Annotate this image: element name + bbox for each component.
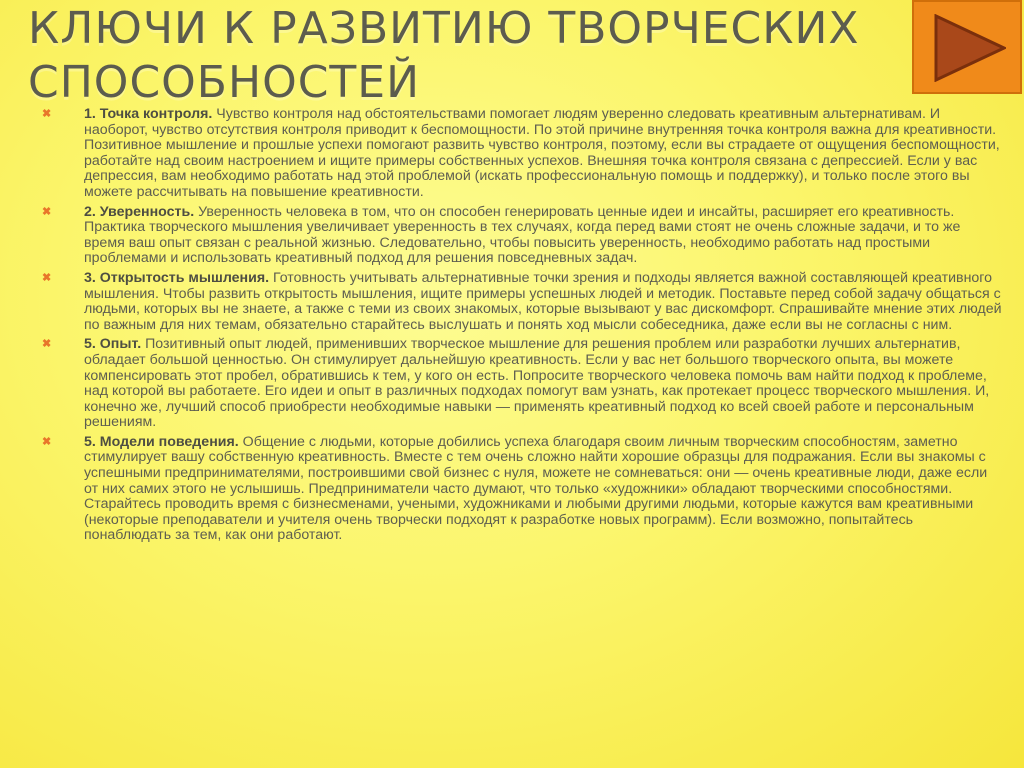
bullet-x-icon: ✖ <box>42 338 52 351</box>
item-heading: 2. Уверенность. <box>84 203 195 220</box>
bullet-x-icon: ✖ <box>42 271 52 284</box>
item-heading: 1. Точка контроля. <box>84 106 213 122</box>
bullet-list <box>42 107 1002 548</box>
next-slide-button[interactable] <box>912 0 1022 94</box>
play-arrow-icon <box>934 14 1006 82</box>
list-item <box>42 107 1002 201</box>
item-heading: 5. Модели поведения. <box>84 433 239 450</box>
bullet-x-icon: ✖ <box>42 435 52 448</box>
slide-title-line2: СПОСОБНОСТЕЙ <box>28 57 421 108</box>
list-item <box>42 337 1002 431</box>
slide-title-line1: КЛЮЧИ К РАЗВИТИЮ ТВОРЧЕСКИХ <box>28 3 860 54</box>
bullet-x-icon: ✖ <box>42 205 52 218</box>
item-text: Общение с людьми, которые добились успеха благодаря своим личным творческим способностям, заметно стимулирует вашу собственную креативность. Вместе с тем очень сложно найти хорошие образцы для подражания. Если вы знакомы с успешными предпринимателями, построившими свой бизнес с нуля, можете не сомневаться: они — очень креативные люди, даже если от них самих этого не услышишь. Предприниматели часто думают, что только «художники» обладают творческими способностями. Старайтесь проводить время с бизнесменами, учеными, художниками и любыми другими людьми, которые кажутся вам креативными (некоторые преподаватели и учителя очень творчески подходят к разработке новых программ). Если возможно, попытайтесь понаблюдать за тем, как они работают. <box>84 433 988 544</box>
slide-title <box>28 2 888 110</box>
list-item <box>42 271 1002 333</box>
list-item <box>42 435 1002 544</box>
item-text: Уверенность человека в том, что он способен генерировать ценные идеи и инсайты, расширяет его креативность. Практика творческого мышления увеличивает уверенность в тех случаях, когда перед вами стоят не очень сложные задачи, и то же время ваш опыт связан с реальной жизнью. Следовательно, чтобы повысить уверенность, необходимо работать над простыми проблемами и использовать креативный подход для решения повседневных задач. <box>84 203 961 267</box>
list-item <box>42 205 1002 267</box>
item-heading: 3. Открытость мышления. <box>84 269 270 286</box>
item-text: Чувство контроля над обстоятельствами помогает людям уверенно следовать креативным альтернативам. И наоборот, чувство отсутствия контроля приводит к беспомощности. По этой причине внутренняя точка контроля важна для креативности. Позитивное мышление и прошлые успехи помогают развить чувство контроля, поэтому, если вы страдаете от ощущения беспомощности, работайте над своим настроением и ищите примеры собственных успехов. Внешняя точка контроля связана с депрессией. Если у вас депрессия, вам необходимо работать над этой проблемой (искать профессиональную помощь и поддержку), и только после этого вы можете рассчитывать на повышение креативности. <box>84 106 1000 200</box>
bullet-x-icon: ✖ <box>42 108 52 120</box>
item-text: Готовность учитывать альтернативные точки зрения и подходы является важной составляющей креативного мышления. Чтобы развить открытость мышления, ищите примеры успешных людей и методик. Поставьте перед собой задачу общаться с людьми, которых вы не знаете, а также с теми из своих знакомых, которые вызывают у вас дискомфорт. Спрашивайте мнение этих людей по важным для них темам, обязательно старайтесь выслушать и понять ход мысли собеседника, даже если вы не согласны с ним. <box>84 269 1002 333</box>
item-text: Позитивный опыт людей, применивших творческое мышление для решения проблем или разработки лучших альтернатив, обладает большой ценностью. Он стимулирует дальнейшую креативность. Если у вас нет большого творческого опыта, вы можете компенсировать этот пробел, обратившись к тем, у кого он есть. Попросите творческого человека помочь вам найти подход к проблеме, над которой вы работаете. Его идеи и опыт в различных подходах помогут вам узнать, как протекает процесс творческого мышления. И, конечно же, лучший способ приобрести необходимые навыки — применять креативный подход ко всей своей работе и персональным решениям. <box>84 336 990 431</box>
item-heading: 5. Опыт. <box>84 336 142 353</box>
